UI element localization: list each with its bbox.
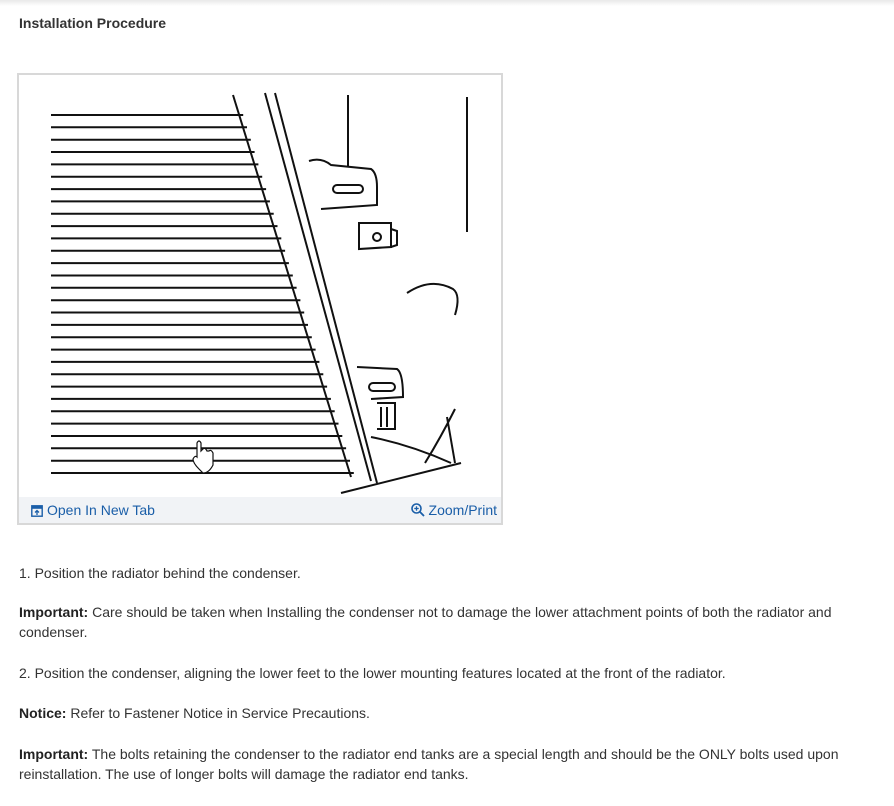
open-in-new-tab-icon bbox=[31, 505, 43, 517]
zoom-print-link[interactable] bbox=[411, 502, 497, 518]
zoom-print-label: Zoom/Print bbox=[428, 502, 497, 518]
figure-container bbox=[17, 73, 503, 525]
notice-note: Notice: Refer to Fastener Notice in Service Precautions. bbox=[19, 705, 370, 721]
figure-toolbar bbox=[19, 497, 501, 523]
important-label: Important: bbox=[19, 746, 89, 762]
page-title: Installation Procedure bbox=[19, 15, 167, 31]
top-shadow-bar bbox=[0, 0, 894, 6]
step-1-text: 1. Position the radiator behind the condenser. bbox=[19, 565, 301, 581]
step-2-text: 2. Position the condenser, aligning the lower feet to the lower mounting features located at the front of the radiator. bbox=[19, 665, 726, 681]
important-label: Important: bbox=[19, 604, 89, 620]
open-in-new-tab-link[interactable] bbox=[31, 502, 155, 518]
open-in-new-tab-label: Open In New Tab bbox=[47, 502, 155, 518]
hand-cursor-icon bbox=[193, 441, 213, 473]
condenser-illustration bbox=[21, 77, 499, 497]
important-note-2: Important: The bolts retaining the condenser to the radiator end tanks are a special length and should be the ONLY bolts used upon reinstallation. The use of longer bolts will damage the radiator end tanks. bbox=[19, 746, 839, 782]
important-note-1: Important: Care should be taken when Installing the condenser not to damage the lower attachment points of both the radiator and condenser. bbox=[19, 604, 832, 640]
notice-label: Notice: bbox=[19, 705, 67, 721]
zoom-in-icon bbox=[411, 503, 425, 517]
